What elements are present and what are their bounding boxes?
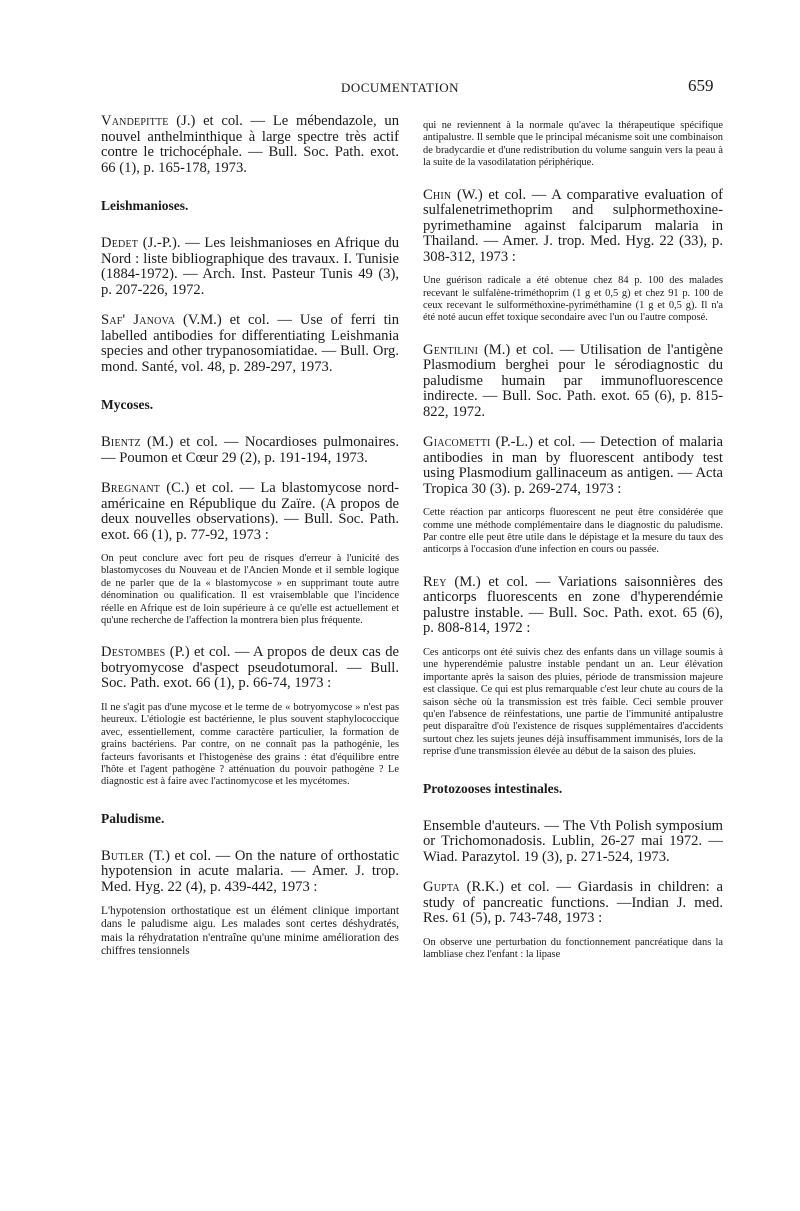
bibliography-entry <box>101 481 399 543</box>
entry-abstract: L'hypotension orthostatique est un élément clinique important dans le paludisme aigu. Les malades sont certes déshydratés, mais la réhydratation n'entraîne qu'une minime amélioration des chiffres tensionnels <box>101 905 399 957</box>
running-header: DOCUMENTATION <box>340 80 460 95</box>
bibliography-entry <box>423 435 723 497</box>
entry-abstract: On peut conclure avec fort peu de risques d'erreur à l'unicité des blastomycoses du Nouveau et de l'Ancien Monde et il semble logique de ne parler que de la « blastomycose » en supprimant toute autre dénomination ou qualification. Il est vraisemblable que l'incidence réelle en Afrique est de loin supérieure à ce qu'elle est actuellement et qu'une recherche de l'affection la montrera bien plus fréquente. <box>101 553 399 627</box>
entry-author: Bientz <box>101 434 141 450</box>
bibliography-entry <box>101 313 399 375</box>
entry-author: Giacometti <box>423 434 491 451</box>
bibliography-entry <box>101 849 399 896</box>
section-heading: Paludisme. <box>101 810 165 826</box>
entry-author: Vandepitte <box>101 113 169 129</box>
entry-text: (R.K.) et col. — Giardasis in children: a study of pancreatic functions. —Indian J. med. Res. 61 (5), p. 743-748, 1973 : <box>423 879 723 927</box>
entry-author: Saf' Janova <box>101 312 176 328</box>
entry-abstract: Une guérison radicale a été obtenue chez 84 p. 100 des malades recevant le sulfalène-triméthoprim (1 g et 0,5 g) et chez 91 p. 100 de ceux recevant le sulforméthoxine-pyriméthamine (1 g et 0,5 g). Il n'a été noté aucun effet toxique secondaire avec l'un ou l'autre composé. <box>423 275 723 324</box>
entry-author: Dedet <box>101 235 139 251</box>
bibliography-entry <box>423 880 723 927</box>
entry-author: Gentilini <box>423 341 479 358</box>
entry-text: (P.-L.) et col. — Detection of malaria antibodies in man by fluorescent antibody test using Plasmodium gallinaceum as antigen. — Acta Tropica 30 (3). p. 269-274, 1973 : <box>423 434 723 497</box>
entry-text: (M.) et col. — Nocardioses pulmonaires. — Poumon et Cœur 29 (2), p. 191-194, 1973. <box>101 434 399 466</box>
section-heading: Mycoses. <box>101 397 154 412</box>
entry-author: Rey <box>423 573 447 590</box>
bibliography-entry <box>101 645 399 692</box>
bibliography-entry <box>101 114 399 176</box>
entry-author: Destombes <box>101 644 166 661</box>
entry-text: (P.) et col. — A propos de deux cas de botryomycose d'aspect pseudotumoral. — Bull. Soc. Path. exot. 66 (1), p. 66-74, 1973 : <box>101 644 399 692</box>
entry-text: (J.-P.). — Les leishmanioses en Afrique du Nord : liste bibliographique des travaux. I. Tunisie (1884-1972). — Arch. Inst. Pasteur Tunis 49 (3), p. 207-226, 1972. <box>101 235 399 298</box>
bibliography-entry <box>423 343 723 421</box>
bibliography-entry <box>101 236 399 298</box>
bibliography-entry <box>423 575 723 637</box>
entry-abstract: Cette réaction par anticorps fluorescent ne peut être considérée que comme une méthode complémentaire dans le diagnostic du paludisme. Par contre elle peut être utile dans le dépistage et la mesure du taux des anticorps à l'occasion d'une infection en cours ou passée. <box>423 507 723 556</box>
entry-text: (C.) et col. — La blastomycose nord-américaine en République du Zaïre. (A propos de deux nouvelles observations). — Bull. Soc. Path. exot. 66 (1), p. 77-92, 1973 : <box>101 480 399 543</box>
entry-text: (J.) et col. — Le mébendazole, un nouvel anthelminthique à large spectre très actif contre le trichocéphale. — Bull. Soc. Path. exot. 66 (1), p. 165-178, 1973. <box>101 113 399 176</box>
entry-abstract: Ces anticorps ont été suivis chez des enfants dans un village soumis à une hyperendémie palustre instable pendant un an. Leur élévation importante après la saison des pluies, période de transmission majeure est classique. Ce qui est plus remarquable c'est leur chute au cours de la saison sèche où la transmission est très faible. Ceci semble prouver qu'en l'absence de réinfestations, une partie de l'immunité antipalustre peut disparaître d'où l'existence de risques supplémentaires d'accidents surtout chez les sujets jeunes déjà insuffisamment immunisés, lors de la reprise d'une transmission élevée au début de la saison des pluies. <box>423 646 723 758</box>
entry-text: (T.) et col. — On the nature of orthostatic hypotension in acute malaria. — Amer. J. trop. Med. Hyg. 22 (4), p. 439-442, 1973 : <box>101 847 399 895</box>
entry-text: Ensemble d'auteurs. — The Vth Polish symposium or Trichomonadosis. Lublin, 26-27 mai 1972. — Wiad. Parazytol. 19 (3), p. 271-524, 1973. <box>423 817 723 865</box>
bibliography-entry <box>101 435 399 466</box>
bibliography-entry <box>423 188 723 266</box>
right-column <box>423 114 723 979</box>
bibliography-entry <box>423 819 723 866</box>
entry-text: (M.) et col. — Utilisation de l'antigène Plasmodium berghei pour le sérodiagnostic du paludisme humain par immunofluorescence indirecte. — Bull. Soc. Path. exot. 65 (6), p. 815-822, 1972. <box>423 341 723 420</box>
entry-author: Bregnant <box>101 480 161 496</box>
entry-text: (V.M.) et col. — Use of ferri tin labelled antibodies for differentiating Leishmania species and other trypanosomiatidae. — Bull. Org. mond. Santé, vol. 48, p. 289-297, 1973. <box>101 312 399 375</box>
entry-text: (M.) et col. — Variations saisonnières des anticorps fluorescents en zone d'hyperendémie palustre instable. — Bull. Soc. Path. exot. 65 (6), p. 808-814, 1972 : <box>423 573 723 637</box>
page-number: 659 <box>688 76 714 95</box>
entry-author: Gupta <box>423 879 460 896</box>
section-heading: Leishmanioses. <box>101 198 189 213</box>
entry-abstract: Il ne s'agit pas d'une mycose et le terme de « botryomycose » n'est pas heureux. L'étiologie est bactérienne, le plus souvent staphylococcique avec, essentiellement, comme caractère particulier, la formation de grains bactériens. Par contre, on ne connaît pas la pathogénie, les facteurs favorisants et l'histogenèse des grains : état d'équilibre entre l'hôte et l'agent pathogène ? atténuation du pouvoir pathogène ? Le diagnostic est à faire avec l'actinomycose et les mycétomes. <box>101 701 399 788</box>
entry-author: Butler <box>101 847 145 864</box>
entry-abstract: qui ne reviennent à la normale qu'avec la thérapeutique spécifique antipalustre. Il semble que le principal mécanisme soit une combinaison de bradycardie et d'une redistribution du volume sanguin vers la peau à la suite de la vasodilatation périphérique. <box>423 120 723 169</box>
entry-text: (W.) et col. — A comparative evaluation of sulfalenetrimethoprim and sulphormethoxine-pyrimethamine against falciparum malaria in Thailand. — Amer. J. trop. Med. Hyg. 22 (33), p. 308-312, 1973 : <box>423 186 723 265</box>
entry-abstract: On observe une perturbation du fonctionnement pancréatique dans la lambliase chez l'enfant : la lipase <box>423 936 723 960</box>
entry-author: Chin <box>423 186 452 203</box>
section-heading: Protozooses intestinales. <box>423 780 563 796</box>
left-column <box>101 114 399 976</box>
